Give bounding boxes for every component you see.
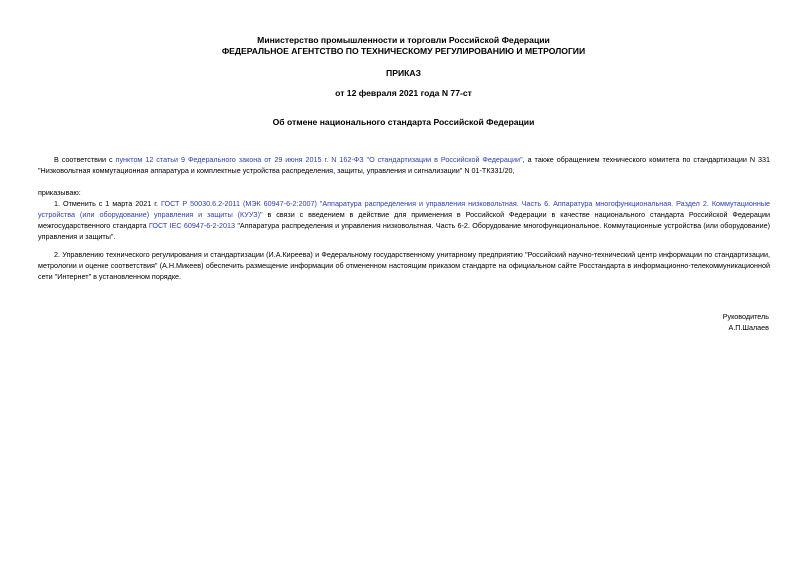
document-subject: Об отмене национального стандарта Российской Федерации <box>272 117 535 127</box>
preamble-paragraph <box>38 154 770 176</box>
ministry-name: Министерство промышленности и торговли Российской Федерации <box>257 35 550 45</box>
item-2-paragraph: 2. Управлению технического регулирования и стандартизации (И.А.Киреева) и Федеральному государственному унитарному предприятию "Российский научно-технический центр информации по стандартизации, метрологии и оценке соответствия" (А.Н.Микеев) обеспечить размещение информации об отмененном настоящим приказом стандарте на официальном сайте Росстандарта в информационно-телекоммуникационной сети "Интернет" в установленном порядке. <box>38 250 770 281</box>
agency-name: ФЕДЕРАЛЬНОЕ АГЕНТСТВО ПО ТЕХНИЧЕСКОМУ РЕГУЛИРОВАНИЮ И МЕТРОЛОГИИ <box>221 46 586 56</box>
item-1-text-middle: в связи с введением в действие для применения в Российской Федерации в качестве национального стандарта Российской Федерации межгосударственного стандарта <box>38 210 770 230</box>
signature-name: А.П.Шалаев <box>728 323 769 332</box>
preamble-text-start: В соответствии с <box>54 155 116 164</box>
gost-r-50030-link[interactable]: ГОСТ Р 50030.6.2-2011 (МЭК 60947-6-2:2007) "Аппаратура распределения и управления низковольтная. Часть 6. Аппаратура многофункциональная. Раздел 2. Коммутационные устройства (или оборудование) управления и защиты (КУУЗ)" <box>38 199 770 219</box>
gost-iec-60947-link[interactable]: ГОСТ IEC 60947-6-2-2013 <box>148 221 236 230</box>
preamble-text-end: , а также обращением технического комитета по стандартизации N 331 "Низковольтная коммутационная аппаратура и комплектные устройства распределения, защиты, управления и сигнализации" N 01-ТК331/20, <box>38 155 770 175</box>
signature-title: Руководитель <box>722 312 769 321</box>
item-1-text-start: 1. Отменить с 1 марта 2021 г. <box>54 199 161 208</box>
federal-law-link[interactable]: пунктом 12 статьи 9 Федерального закона от 29 июня 2015 г. N 162-ФЗ "О стандартизации в Российской Федерации" <box>115 155 523 164</box>
document-date-number: от 12 февраля 2021 года N 77-ст <box>335 88 472 98</box>
item-1-paragraph <box>38 198 770 242</box>
item-1-text-end: "Аппаратура распределения и управления низковольтная. Часть 6-2. Оборудование многофункциональное. Коммутационные устройства (или оборудование) управления и защиты". <box>38 221 770 241</box>
document-type: ПРИКАЗ <box>386 68 421 78</box>
order-word: приказываю: <box>38 188 81 197</box>
